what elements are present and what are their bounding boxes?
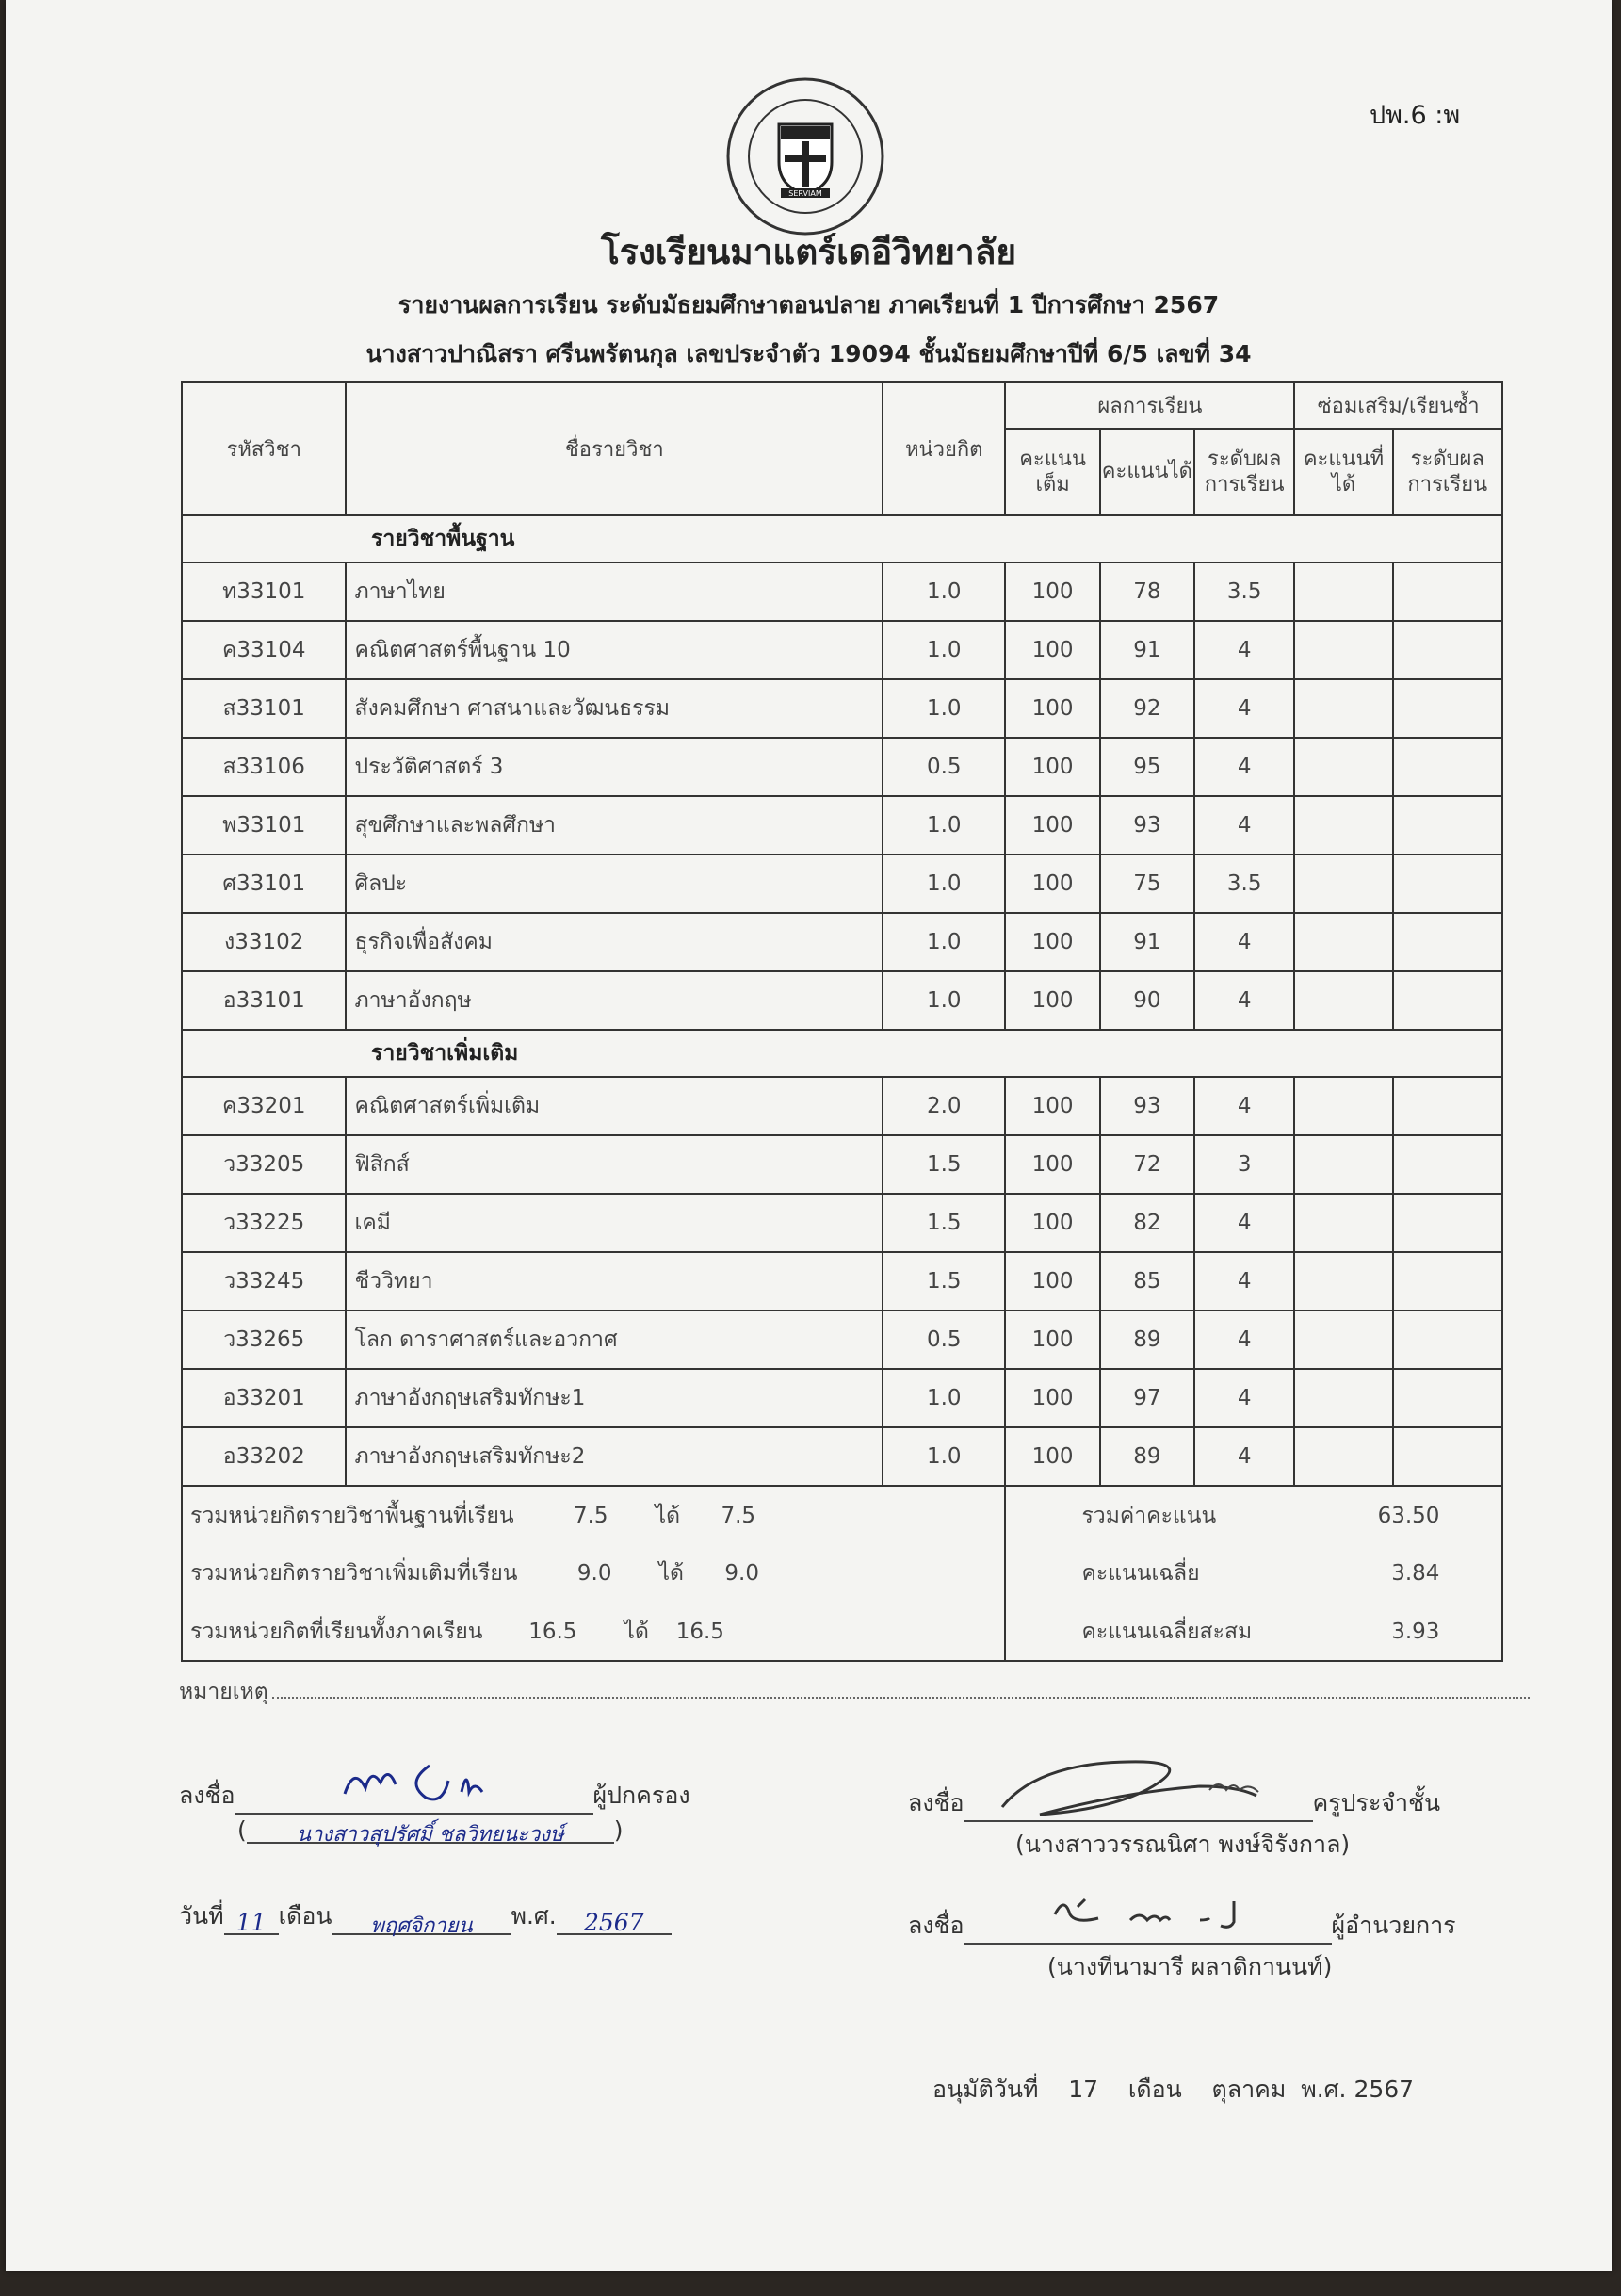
cell-code: ท33101: [182, 562, 346, 621]
cell-subject: คณิตศาสตร์พื้นฐาน 10: [346, 621, 883, 679]
cell-credit: 1.5: [883, 1135, 1005, 1194]
score-label: รวมค่าคะแนน: [1081, 1503, 1217, 1528]
cell-full: 100: [1005, 1194, 1099, 1252]
cell-remedial-score: [1294, 679, 1392, 738]
cell-full: 100: [1005, 971, 1099, 1030]
director-name: (นางทีนามารี ผลาดิกานนท์): [1047, 1953, 1333, 1980]
cell-grade: 4: [1194, 1252, 1294, 1311]
teacher-role: ครูประจำชั้น: [1312, 1789, 1441, 1816]
summary-label: รวมหน่วยกิตรายวิชาพื้นฐานที่เรียน: [190, 1503, 514, 1528]
table-row: [182, 1194, 1502, 1252]
cell-score: 82: [1100, 1194, 1194, 1252]
cell-credit: 1.0: [883, 562, 1005, 621]
cell-grade: 3: [1194, 1135, 1294, 1194]
cell-code: ส33106: [182, 738, 346, 796]
cell-full: 100: [1005, 1311, 1099, 1369]
score-label: คะแนนเฉลี่ยสะสม: [1081, 1619, 1253, 1644]
cell-remedial-grade: [1393, 855, 1502, 913]
cell-grade: 4: [1194, 913, 1294, 971]
header-subject: ชื่อรายวิชา: [346, 382, 883, 515]
cell-credit: 1.0: [883, 971, 1005, 1030]
cell-subject: คณิตศาสตร์เพิ่มเติม: [346, 1077, 883, 1135]
cell-score: 93: [1100, 796, 1194, 855]
summary-studied: 7.5: [573, 1503, 608, 1528]
cell-score: 89: [1100, 1427, 1194, 1486]
director-signature: [1049, 1886, 1256, 1939]
header-remedial: ซ่อมเสริม/เรียนซ้ำ: [1294, 382, 1502, 429]
earned-word: ได้: [658, 1561, 684, 1586]
cell-credit: 1.0: [883, 1427, 1005, 1486]
cell-remedial-score: [1294, 1135, 1392, 1194]
cell-remedial-score: [1294, 1311, 1392, 1369]
cell-code: ค33104: [182, 621, 346, 679]
remark-label: หมายเหตุ: [179, 1680, 268, 1704]
cell-remedial-score: [1294, 855, 1392, 913]
approval-month: ตุลาคม: [1211, 2076, 1287, 2103]
cell-remedial-grade: [1393, 1135, 1502, 1194]
cell-remedial-score: [1294, 621, 1392, 679]
header-full-score: คะแนนเต็ม: [1005, 429, 1099, 515]
cell-remedial-grade: [1393, 562, 1502, 621]
cell-code: ค33201: [182, 1077, 346, 1135]
cell-score: 75: [1100, 855, 1194, 913]
cell-remedial-grade: [1393, 1194, 1502, 1252]
cell-code: ว33265: [182, 1311, 346, 1369]
header-credit: หน่วยกิต: [883, 382, 1005, 515]
teacher-signature-field: [964, 1796, 1313, 1822]
cell-subject: เคมี: [346, 1194, 883, 1252]
summary-earned: 7.5: [721, 1503, 756, 1528]
cell-full: 100: [1005, 1369, 1099, 1427]
cell-subject: สุขศึกษาและพลศึกษา: [346, 796, 883, 855]
cell-subject: สังคมศึกษา ศาสนาและวัฒนธรรม: [346, 679, 883, 738]
parent-signature: [339, 1756, 518, 1811]
parent-role: ผู้ปกครอง: [592, 1782, 690, 1809]
table-row: [182, 1077, 1502, 1135]
cell-grade: 4: [1194, 1194, 1294, 1252]
year-value: 2567: [557, 1909, 672, 1935]
cell-code: อ33101: [182, 971, 346, 1030]
parent-signature-field: [235, 1788, 593, 1815]
teacher-name: (นางสาววรรณนิศา พงษ์จิรังกาล): [1015, 1831, 1351, 1858]
grade-table: [181, 381, 1503, 1662]
summary-score: [1005, 1544, 1502, 1603]
cell-credit: 0.5: [883, 738, 1005, 796]
cell-remedial-score: [1294, 796, 1392, 855]
table-row: [182, 855, 1502, 913]
cell-full: 100: [1005, 1135, 1099, 1194]
cell-score: 72: [1100, 1135, 1194, 1194]
cell-subject: ประวัติศาสตร์ 3: [346, 738, 883, 796]
cell-subject: ภาษาอังกฤษ: [346, 971, 883, 1030]
cell-subject: ภาษาอังกฤษเสริมทักษะ1: [346, 1369, 883, 1427]
header-remedial-score: คะแนนที่ได้: [1294, 429, 1392, 515]
cell-remedial-grade: [1393, 1427, 1502, 1486]
summary-earned: 9.0: [724, 1561, 759, 1586]
table-row: [182, 621, 1502, 679]
cell-code: ว33225: [182, 1194, 346, 1252]
cell-grade: 4: [1194, 1077, 1294, 1135]
report-title: รายงานผลการเรียน ระดับมัธยมศึกษาตอนปลาย ภาคเรียนที่ 1 ปีการศึกษา 2567: [397, 291, 1220, 318]
cell-score: 92: [1100, 679, 1194, 738]
cell-credit: 1.0: [883, 855, 1005, 913]
remark-line: [179, 1675, 1530, 1709]
summary-earned: 16.5: [675, 1619, 724, 1644]
section-row: [182, 515, 1502, 562]
cell-credit: 1.0: [883, 913, 1005, 971]
table-row: [182, 679, 1502, 738]
summary-credits: [182, 1486, 1005, 1544]
cell-remedial-grade: [1393, 796, 1502, 855]
student-info: นางสาวปาณิสรา ศรีนพรัตนกุล เลขประจำตัว 19094 ชั้นมัธยมศึกษาปีที่ 6/5 เลขที่ 34: [365, 340, 1252, 367]
cell-subject: ภาษาอังกฤษเสริมทักษะ2: [346, 1427, 883, 1486]
cell-remedial-grade: [1393, 621, 1502, 679]
cell-score: 93: [1100, 1077, 1194, 1135]
table-row: [182, 971, 1502, 1030]
cell-grade: 3.5: [1194, 855, 1294, 913]
table-row: [182, 1311, 1502, 1369]
summary-row: [182, 1603, 1502, 1661]
cell-code: ส33101: [182, 679, 346, 738]
summary-studied: 16.5: [528, 1619, 577, 1644]
header-grade: ระดับผลการเรียน: [1194, 429, 1294, 515]
cell-full: 100: [1005, 1427, 1099, 1486]
header-remedial-grade: ระดับผลการเรียน: [1393, 429, 1502, 515]
director-sign-word: ลงชื่อ: [908, 1912, 964, 1939]
header-code: รหัสวิชา: [182, 382, 346, 515]
cell-subject: ศิลปะ: [346, 855, 883, 913]
date-line: [179, 1897, 672, 1938]
cell-remedial-grade: [1393, 1077, 1502, 1135]
cell-subject: ชีววิทยา: [346, 1252, 883, 1311]
cell-subject: ฟิสิกส์: [346, 1135, 883, 1194]
cell-code: ง33102: [182, 913, 346, 971]
section-row: [182, 1030, 1502, 1077]
cell-score: 97: [1100, 1369, 1194, 1427]
cell-remedial-grade: [1393, 1369, 1502, 1427]
cell-full: 100: [1005, 1252, 1099, 1311]
approval-month-label: เดือน: [1127, 2076, 1182, 2103]
teacher-signature: [993, 1752, 1304, 1820]
cell-grade: 4: [1194, 796, 1294, 855]
cell-code: ว33245: [182, 1252, 346, 1311]
document-code: ปพ.6 :พ: [1370, 101, 1461, 130]
director-signature-line: [908, 1907, 1456, 1945]
cell-remedial-grade: [1393, 1311, 1502, 1369]
cell-full: 100: [1005, 679, 1099, 738]
cell-credit: 1.0: [883, 796, 1005, 855]
day-value: 11: [224, 1909, 279, 1935]
school-seal-icon: [724, 75, 886, 237]
cell-grade: 4: [1194, 1427, 1294, 1486]
table-row: [182, 738, 1502, 796]
cell-full: 100: [1005, 738, 1099, 796]
summary-row: [182, 1544, 1502, 1603]
cell-remedial-score: [1294, 562, 1392, 621]
table-row: [182, 1369, 1502, 1427]
section-title: รายวิชาเพิ่มเติม: [182, 1030, 1502, 1077]
cell-code: ว33205: [182, 1135, 346, 1194]
day-label: วันที่: [179, 1902, 224, 1930]
cell-remedial-score: [1294, 913, 1392, 971]
month-label: เดือน: [278, 1902, 332, 1930]
earned-word: ได้: [624, 1619, 649, 1644]
approval-year-label: พ.ศ.: [1301, 2076, 1347, 2103]
parent-signature-line: [179, 1777, 690, 1815]
summary-studied: 9.0: [576, 1561, 612, 1586]
score-value: 63.50: [1377, 1503, 1440, 1528]
cell-grade: 4: [1194, 679, 1294, 738]
section-title: รายวิชาพื้นฐาน: [182, 515, 1502, 562]
cell-remedial-score: [1294, 738, 1392, 796]
summary-credits: [182, 1544, 1005, 1603]
table-row: [182, 1427, 1502, 1486]
summary-score: [1005, 1603, 1502, 1661]
cell-code: อ33202: [182, 1427, 346, 1486]
year-label: พ.ศ.: [511, 1902, 557, 1930]
table-row: [182, 1252, 1502, 1311]
cell-remedial-grade: [1393, 971, 1502, 1030]
cell-code: พ33101: [182, 796, 346, 855]
header-results: ผลการเรียน: [1005, 382, 1294, 429]
score-value: 3.84: [1391, 1561, 1440, 1586]
cell-score: 95: [1100, 738, 1194, 796]
cell-grade: 4: [1194, 971, 1294, 1030]
cell-grade: 4: [1194, 621, 1294, 679]
parent-name: นางสาวสุปรัศมิ์ ชลวิทยนะวงษ์: [247, 1817, 614, 1844]
cell-score: 89: [1100, 1311, 1194, 1369]
school-name: โรงเรียนมาแตร์เดอีวิทยาลัย: [600, 232, 1017, 272]
cell-full: 100: [1005, 855, 1099, 913]
approval-year: 2567: [1354, 2076, 1415, 2103]
cell-credit: 1.5: [883, 1194, 1005, 1252]
approval-day: 17: [1068, 2076, 1099, 2103]
cell-score: 78: [1100, 562, 1194, 621]
teacher-sign-word: ลงชื่อ: [908, 1789, 964, 1816]
summary-score: [1005, 1486, 1502, 1544]
cell-remedial-score: [1294, 1369, 1392, 1427]
cell-remedial-grade: [1393, 679, 1502, 738]
cell-grade: 4: [1194, 1369, 1294, 1427]
cell-grade: 3.5: [1194, 562, 1294, 621]
table-row: [182, 796, 1502, 855]
table-row: [182, 562, 1502, 621]
cell-credit: 1.5: [883, 1252, 1005, 1311]
cell-full: 100: [1005, 1077, 1099, 1135]
summary-credits: [182, 1603, 1005, 1661]
cell-full: 100: [1005, 621, 1099, 679]
cell-full: 100: [1005, 796, 1099, 855]
cell-remedial-score: [1294, 1194, 1392, 1252]
cell-code: ศ33101: [182, 855, 346, 913]
remark-dots: [272, 1697, 1530, 1699]
score-value: 3.93: [1391, 1619, 1440, 1644]
cell-remedial-score: [1294, 1252, 1392, 1311]
parent-sign-word: ลงชื่อ: [179, 1782, 235, 1809]
cell-remedial-grade: [1393, 738, 1502, 796]
cell-subject: ธุรกิจเพื่อสังคม: [346, 913, 883, 971]
cell-remedial-score: [1294, 1427, 1392, 1486]
cell-credit: 0.5: [883, 1311, 1005, 1369]
director-role: ผู้อำนวยการ: [1331, 1912, 1456, 1939]
cell-subject: ภาษาไทย: [346, 562, 883, 621]
cell-credit: 2.0: [883, 1077, 1005, 1135]
cell-score: 85: [1100, 1252, 1194, 1311]
cell-code: อ33201: [182, 1369, 346, 1427]
cell-score: 91: [1100, 913, 1194, 971]
cell-remedial-score: [1294, 971, 1392, 1030]
approval-line: [932, 2071, 1414, 2109]
cell-remedial-score: [1294, 1077, 1392, 1135]
report-card-paper: [6, 0, 1612, 2271]
cell-full: 100: [1005, 913, 1099, 971]
approval-label: อนุมัติวันที่: [932, 2076, 1039, 2103]
cell-subject: โลก ดาราศาสตร์และอวกาศ: [346, 1311, 883, 1369]
cell-remedial-grade: [1393, 913, 1502, 971]
teacher-signature-line: [908, 1784, 1440, 1822]
cell-full: 100: [1005, 562, 1099, 621]
director-signature-field: [964, 1918, 1332, 1945]
cell-credit: 1.0: [883, 621, 1005, 679]
cell-credit: 1.0: [883, 679, 1005, 738]
header-score: คะแนนได้: [1100, 429, 1194, 515]
earned-word: ได้: [655, 1503, 681, 1528]
cell-score: 91: [1100, 621, 1194, 679]
seal-motto: SERVIAM: [788, 189, 822, 198]
cell-remedial-grade: [1393, 1252, 1502, 1311]
summary-label: รวมหน่วยกิตที่เรียนทั้งภาคเรียน: [190, 1619, 483, 1644]
cell-score: 90: [1100, 971, 1194, 1030]
score-label: คะแนนเฉลี่ย: [1081, 1561, 1200, 1586]
table-row: [182, 1135, 1502, 1194]
cell-grade: 4: [1194, 1311, 1294, 1369]
month-value: พฤศจิกายน: [332, 1909, 511, 1935]
summary-row: [182, 1486, 1502, 1544]
table-row: [182, 913, 1502, 971]
parent-name-line: ( นางสาวสุปรัศมิ์ ชลวิทยนะวงษ์ ): [237, 1816, 624, 1847]
cell-credit: 1.0: [883, 1369, 1005, 1427]
summary-label: รวมหน่วยกิตรายวิชาเพิ่มเติมที่เรียน: [190, 1561, 518, 1586]
cell-grade: 4: [1194, 738, 1294, 796]
